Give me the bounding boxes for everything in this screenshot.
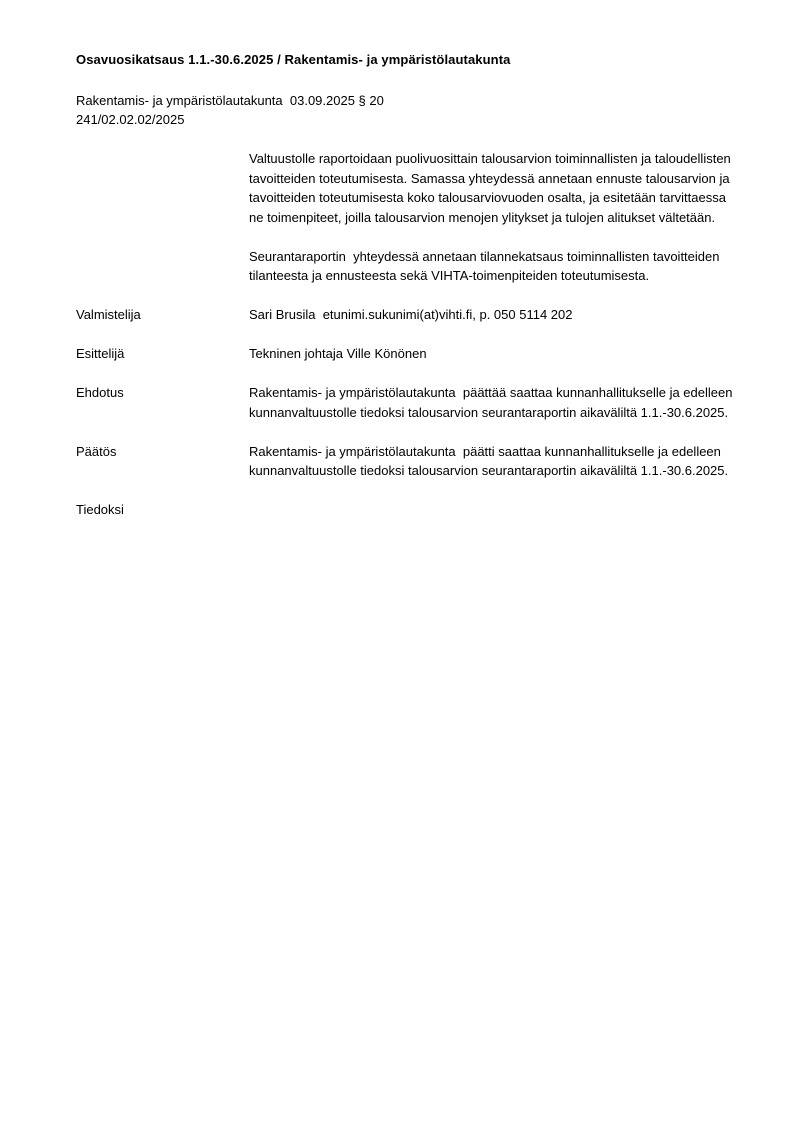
row-label: Tiedoksi (76, 502, 124, 517)
row-value: Tekninen johtaja Ville Könönen (249, 346, 427, 361)
intro-section (76, 149, 738, 286)
row-label: Päätös (76, 443, 117, 459)
case-meta-block (76, 91, 738, 130)
row-value: Rakentamis- ja ympäristölautakunta päättää saattaa kunnanhallitukselle ja edelleen kunnanvaltuustolle tiedoksi talousarvion seurantaraportin aikaväliltä 1.1.-30.6.2025. (249, 385, 737, 420)
row-value: Sari Brusila etunimi.sukunimi(at)vihti.fi, p. 050 5114 202 (249, 307, 573, 322)
row-label: Esittelijä (76, 346, 125, 361)
row-value: Rakentamis- ja ympäristölautakunta päätti saattaa kunnanhallitukselle ja edelleen kunnanvaltuustolle tiedoksi talousarvion seurantaraportin aikaväliltä 1.1.-30.6.2025. (249, 443, 729, 478)
row-label: Valmistelija (76, 307, 141, 322)
row-tiedoksi (76, 500, 738, 520)
row-valmistelija (76, 305, 738, 325)
document-title: Osavuosikatsaus 1.1.-30.6.2025 / Rakentamis- ja ympäristölautakunta (76, 52, 511, 67)
case-number: 241/02.02.02/2025 (76, 112, 185, 127)
row-ehdotus (76, 383, 738, 422)
row-esittelija (76, 344, 738, 364)
row-paatos (76, 442, 738, 481)
committee-meeting-line: Rakentamis- ja ympäristölautakunta 03.09.2025 § 20 (76, 92, 384, 108)
row-value (249, 500, 738, 520)
intro-paragraph: Valtuustolle raportoidaan puolivuosittain talousarvion toiminnallisten ja taloudellisten tavoitteiden toteutumisesta. Samassa yhteydessä annetaan ennuste talousarvion ja tavoitteiden toteutumisesta koko talousarviovuoden osalta, ja esitetään tarvittaessa ne toimenpiteet, joilla talousarvion menojen ylitykset ja tulojen alitukset vältetään. (249, 151, 735, 225)
row-label: Ehdotus (76, 385, 124, 400)
intro-paragraph: Seurantaraportin yhteydessä annetaan tilannekatsaus toiminnallisten tavoitteiden tilanteesta ja ennusteesta sekä VIHTA-toimenpiteiden toteutumisesta. (249, 248, 724, 283)
